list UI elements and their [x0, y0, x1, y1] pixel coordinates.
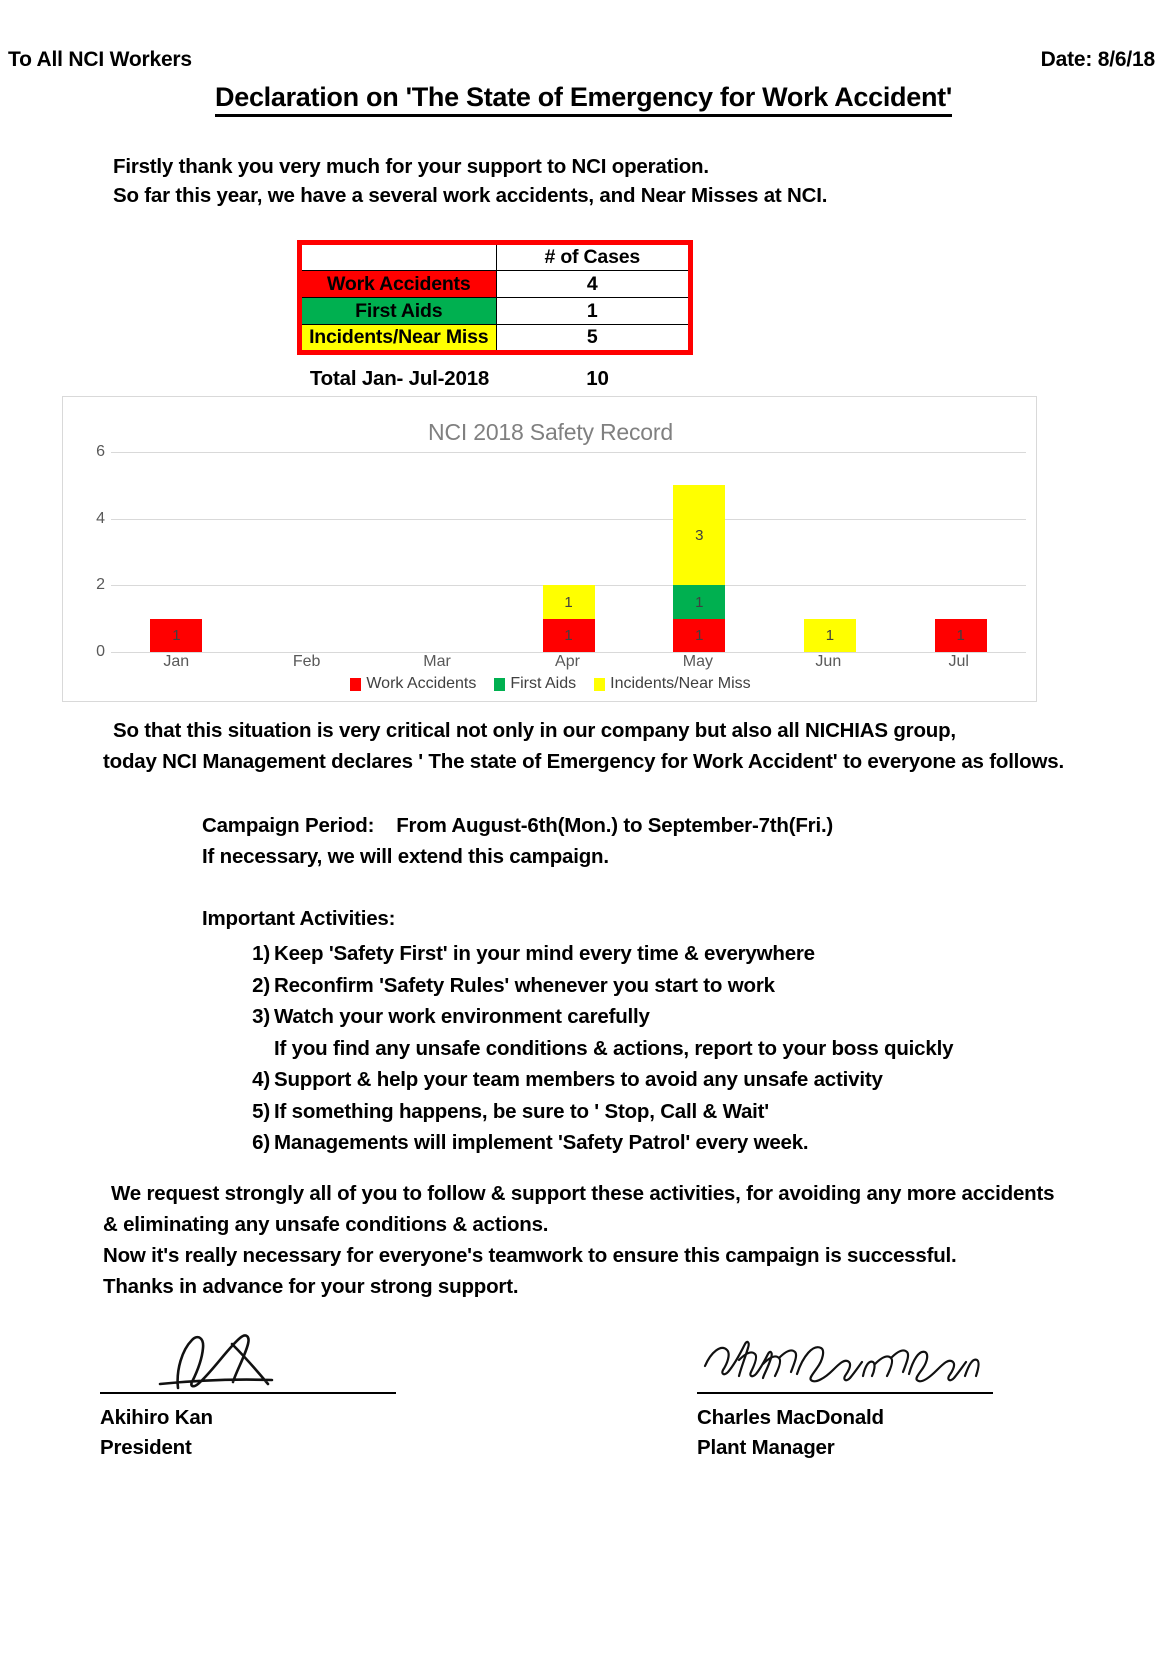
closing-line-2: & eliminating any unsafe conditions & actions. [103, 1213, 549, 1236]
signature-image-charles-macdonald [697, 1330, 997, 1392]
intro-paragraph [113, 152, 1053, 210]
document-header [0, 48, 1167, 72]
safety-record-chart [62, 396, 1037, 702]
bar-column [765, 452, 896, 652]
y-axis [63, 443, 111, 660]
row-value-work-accidents: 4 [496, 271, 691, 298]
campaign-note: If necessary, we will extend this campaign. [202, 845, 609, 868]
page-title [0, 82, 1167, 113]
x-axis-tick-label: Apr [555, 653, 580, 670]
campaign-period-value: From August-6th(Mon.) to September-7th(Fri.) [396, 814, 834, 837]
bar-stack [673, 485, 725, 652]
intro-line-1: Firstly thank you very much for your support to NCI operation. [113, 155, 709, 178]
signer-name: Charles MacDonald [697, 1406, 884, 1429]
legend-label: Work Accidents [366, 675, 477, 692]
legend-label: First Aids [510, 675, 577, 692]
list-item [252, 1096, 1082, 1128]
list-item-text: Managements will implement 'Safety Patrol' every week. [274, 1131, 809, 1154]
list-item [252, 970, 1082, 1002]
list-item-number: 1) [252, 942, 270, 965]
signature-block-plant-manager [697, 1330, 997, 1460]
closing-line-4: Thanks in advance for your strong support. [103, 1275, 519, 1298]
bar-segment: 1 [804, 619, 856, 652]
intro-line-2: So far this year, we have a several work accidents, and Near Misses at NCI. [113, 184, 828, 207]
list-item-text: Keep 'Safety First' in your mind every time & everywhere [274, 942, 815, 965]
legend-swatch-icon [494, 678, 505, 691]
list-item-number: 4) [252, 1068, 270, 1091]
x-axis-tick-label: Jul [948, 653, 969, 670]
list-item-number: 6) [252, 1131, 270, 1154]
signer-role: Plant Manager [697, 1436, 835, 1459]
x-axis-tick-label: Mar [423, 653, 451, 670]
list-item [252, 938, 1082, 970]
row-value-first-aids: 1 [496, 298, 691, 325]
legend-swatch-icon [594, 678, 605, 691]
table-header-row [300, 243, 691, 271]
x-axis [111, 653, 1024, 671]
bar-segment: 1 [673, 585, 725, 618]
row-value-incidents-near-miss: 5 [496, 325, 691, 353]
bar-segment: 3 [673, 485, 725, 585]
campaign-block [202, 810, 1072, 872]
y-axis-tick-label: 6 [96, 443, 105, 460]
header-blank-cell [300, 243, 497, 271]
critical-line-2: today NCI Management declares ' The state of Emergency for Work Accident' to everyone as follows. [103, 750, 1064, 773]
bar-segment: 1 [150, 619, 202, 652]
list-item-text: Support & help your team members to avoid any unsafe activity [274, 1068, 883, 1091]
chart-bars [111, 452, 1026, 652]
list-item-text: Watch your work environment carefully [274, 1005, 650, 1028]
y-axis-tick-label: 4 [96, 509, 105, 527]
closing-line-3: Now it's really necessary for everyone's teamwork to ensure this campaign is successful. [103, 1244, 957, 1267]
summary-table-wrapper [297, 240, 693, 355]
recipient-line: To All NCI Workers [8, 48, 192, 71]
bar-segment: 1 [935, 619, 987, 652]
bar-segment: 1 [543, 585, 595, 618]
legend-label: Incidents/Near Miss [610, 675, 751, 692]
bar-column [111, 452, 242, 652]
bar-column [634, 452, 765, 652]
list-item [252, 1127, 1082, 1159]
list-item [252, 1064, 1082, 1096]
row-label-incidents-near-miss: Incidents/Near Miss [300, 325, 497, 353]
y-axis-tick-label: 2 [96, 576, 105, 594]
bar-stack [804, 619, 856, 652]
chart-legend [63, 675, 1038, 693]
total-label: Total Jan- Jul-2018 [309, 367, 490, 390]
bar-column [503, 452, 634, 652]
signature-line [697, 1392, 993, 1394]
signer-name: Akihiro Kan [100, 1406, 213, 1429]
signature-line [100, 1392, 396, 1394]
signer-role: President [100, 1436, 192, 1459]
chart-plot-area [63, 443, 1038, 660]
closing-line-1: We request strongly all of you to follow & support these activities, for avoiding any more accidents [111, 1182, 1055, 1205]
list-item-subtext: If you find any unsafe conditions & actions, report to your boss quickly [274, 1036, 954, 1060]
legend-item [494, 675, 576, 693]
summary-total-row [297, 367, 693, 391]
row-label-work-accidents: Work Accidents [300, 271, 497, 298]
bar-segment: 1 [673, 619, 725, 652]
bar-stack [543, 585, 595, 652]
activities-heading: Important Activities: [202, 907, 396, 930]
legend-item [350, 675, 476, 693]
total-value: 10 [586, 367, 609, 390]
x-axis-tick-label: Jan [163, 653, 190, 670]
signature-image-akihiro-kan [100, 1330, 400, 1392]
closing-paragraph [103, 1178, 1093, 1302]
table-row [300, 271, 691, 298]
row-label-first-aids: First Aids [300, 298, 497, 325]
bar-column [372, 452, 503, 652]
y-axis-tick-label: 0 [96, 643, 105, 660]
campaign-period-line [202, 810, 1072, 841]
header-cases-cell: # of Cases [496, 243, 691, 271]
table-row [300, 298, 691, 325]
bar-segment: 1 [543, 619, 595, 652]
document-date: Date: 8/6/18 [1040, 48, 1155, 71]
important-activities-block [202, 903, 1082, 1159]
page-title-text: Declaration on 'The State of Emergency for Work Accident' [215, 82, 952, 117]
list-item-text: If something happens, be sure to ' Stop, Call & Wait' [274, 1099, 769, 1123]
list-item-number: 3) [252, 1005, 270, 1028]
summary-table [297, 240, 693, 355]
list-item-number: 5) [252, 1099, 270, 1123]
x-axis-tick-label: May [682, 653, 714, 670]
chart-title: NCI 2018 Safety Record [428, 419, 673, 445]
critical-paragraph [103, 715, 1103, 777]
signature-block-president [100, 1330, 400, 1460]
x-axis-tick-label: Jun [815, 653, 842, 670]
legend-swatch-icon [350, 678, 361, 691]
bar-column [895, 452, 1026, 652]
list-item-number: 2) [252, 973, 270, 997]
campaign-period-label: Campaign Period: [202, 814, 375, 837]
activities-list [202, 938, 1082, 1159]
list-item [252, 1001, 1082, 1064]
bar-stack [935, 619, 987, 652]
list-item-text: Reconfirm 'Safety Rules' whenever you start to work [274, 973, 775, 997]
bar-stack [150, 619, 202, 652]
x-axis-tick-label: Feb [292, 653, 321, 670]
legend-item [594, 675, 751, 693]
table-row [300, 325, 691, 353]
bar-column [242, 452, 373, 652]
critical-line-1: So that this situation is very critical not only in our company but also all NICHIAS group, [113, 719, 956, 742]
